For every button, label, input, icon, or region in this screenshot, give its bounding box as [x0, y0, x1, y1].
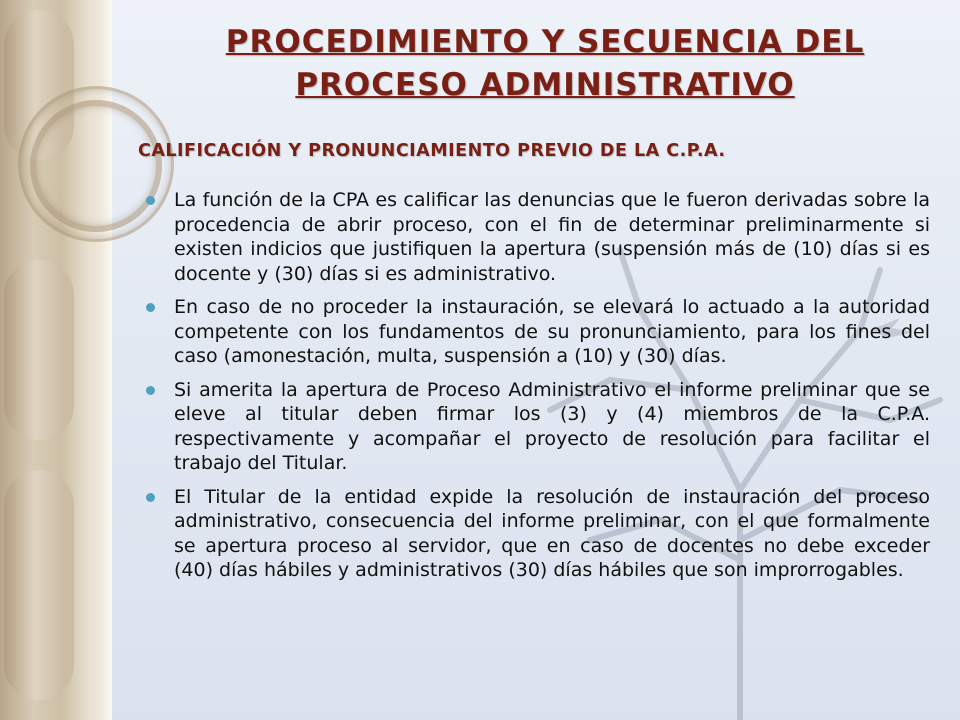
list-item — [144, 295, 930, 369]
bullet-text: El Titular de la entidad expide la resolución de instauración del proceso administrativo, consecuencia del informe preliminar, con el que formalmente se apertura proceso al servidor, que en caso de docentes no debe exceder (40) días hábiles y administrativos (30) días hábiles que son improrrogables. — [174, 485, 930, 581]
title-line-2: PROCESO ADMINISTRATIVO — [295, 67, 795, 103]
bullet-text: La función de la CPA es calificar las denuncias que le fueron derivadas sobre la procedencia de abrir proceso, con el fin de determinar preliminarmente si existen indicios que justifiquen la apertura (suspensión más de (10) días si es docente y (30) días si es administrativo. — [174, 189, 930, 285]
bullet-dot-icon — [146, 196, 155, 205]
scroll-decoration — [4, 260, 74, 440]
title-line-1: PROCEDIMIENTO Y SECUENCIA DEL — [225, 24, 865, 60]
bullet-text: Si amerita la apertura de Proceso Administrativo el informe preliminar que se eleve al titular deben firmar los (3) y (4) miembros de la C.P.A. respectivamente y acompañar el proyecto de resolución para facilitar el trabajo del Titular. — [174, 378, 930, 474]
scroll-decoration — [4, 470, 74, 700]
list-item — [144, 188, 930, 286]
subtitle: CALIFICACIÓN Y PRONUNCIAMIENTO PREVIO DE LA C.P.A. — [138, 141, 726, 161]
bullet-list — [144, 188, 930, 592]
bullet-dot-icon — [146, 493, 155, 502]
bullet-dot-icon — [146, 386, 155, 395]
bullet-dot-icon — [146, 303, 155, 312]
bullet-text: En caso de no proceder la instauración, se elevará lo actuado a la autoridad competente con los fundamentos de su pronunciamiento, para los fines del caso (amonestación, multa, suspensión a (10) y (30) días. — [174, 296, 930, 367]
list-item — [144, 378, 930, 476]
list-item — [144, 485, 930, 583]
